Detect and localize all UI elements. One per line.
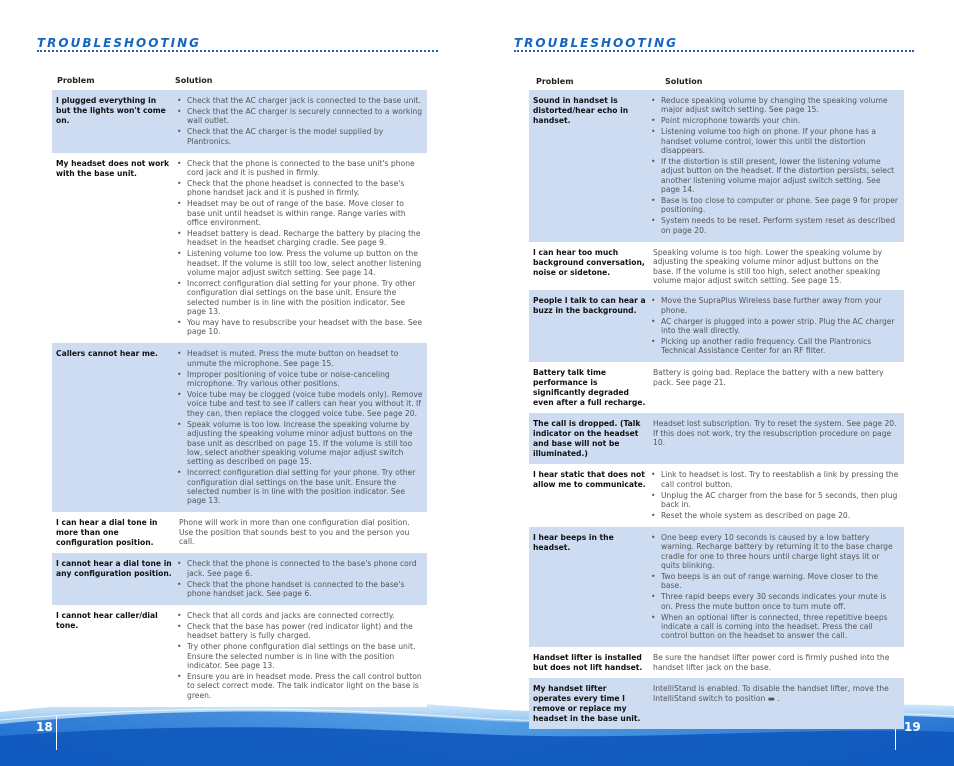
title-divider	[37, 50, 438, 52]
table-row	[529, 647, 904, 678]
table-row	[529, 90, 904, 242]
column-header-solution: Solution	[175, 76, 213, 85]
problem-cell: My headset does not work with the base unit.	[56, 158, 170, 178]
solution-text: Speaking volume is too high. Lower the speaking volume by adjusting the speaking volume minor adjust buttons on the base. If the volume is still too high, select another speaking volume major adjust switch setting. See page 15.	[653, 247, 883, 285]
solution-list	[651, 296, 900, 355]
solution-item: • Reset the whole system as described on page 20.	[659, 511, 900, 520]
solution-item: • Ensure you are in headset mode. Press the call control button to select correct mode. The talk indicator light on the base is green.	[185, 672, 423, 700]
problem-cell: I hear beeps in the headset.	[533, 532, 614, 552]
table-row	[529, 678, 904, 729]
table-row	[529, 242, 904, 291]
solution-cell	[177, 94, 423, 148]
table-row	[52, 343, 427, 512]
problem-cell: I cannot hear caller/dial tone.	[56, 610, 158, 630]
troubleshooting-table	[529, 90, 904, 729]
solution-item: • Listening volume too low. Press the volume up button on the headset. If the volume is still too low, select another listening volume major adjust switch setting. See page 14.	[185, 249, 423, 277]
table-row	[529, 413, 904, 464]
solution-text: Headset lost subscription. Try to reset the system. See page 20. If this does not work, try the resubscription procedure on page 10.	[653, 419, 897, 448]
solution-item: • Three rapid beeps every 30 seconds indicates your mute is on. Press the mute button once to turn mute off.	[659, 592, 900, 611]
solution-item: • Voice tube may be clogged (voice tube models only). Remove voice tube and test to see if callers can hear you without it. If they can, then replace the clogged voice tube. See page 20.	[185, 390, 423, 418]
solution-item: • When an optional lifter is connected, three repetitive beeps indicate a call is coming into the headset. Press the call control button on the headset to answer the call.	[659, 613, 900, 641]
solution-text: IntelliStand is enabled. To disable the handset lifter, move the IntelliStand switch to position ▬ .	[653, 684, 889, 703]
solution-list	[177, 559, 423, 598]
table-row	[52, 605, 427, 707]
solution-cell	[177, 347, 423, 507]
problem-cell: I cannot hear a dial tone in any configuration position.	[56, 559, 172, 579]
solution-item: • Incorrect configuration dial setting for your phone. Try other configuration dial settings on the base unit. Ensure the selected number is in line with the position indicator. See page 13.	[185, 279, 423, 317]
solution-cell	[651, 94, 900, 237]
solution-item: • Unplug the AC charger from the base for 5 seconds, then plug back in.	[659, 491, 900, 510]
solution-item: • One beep every 10 seconds is caused by a low battery warning. Recharge battery by returning it to the base charge cradle for one to three hours until charge light stays lit or quits blinking.	[659, 533, 900, 571]
problem-cell: I plugged everything in but the lights won't come on.	[56, 96, 166, 125]
table-row	[52, 153, 427, 344]
solution-item: • Improper positioning of voice tube or noise-canceling microphone. Try various other positions.	[185, 370, 423, 389]
solution-item: • Two beeps is an out of range warning. Move closer to the base.	[659, 572, 900, 591]
table-row	[529, 464, 904, 527]
solution-cell	[177, 157, 423, 339]
solution-text: Phone will work in more than one configuration dial position. Use the position that sounds best to you and the person you call.	[179, 518, 410, 547]
column-header-solution: Solution	[665, 77, 703, 86]
table-row	[529, 527, 904, 647]
problem-cell: Callers cannot hear me.	[56, 349, 158, 359]
right-page	[477, 0, 954, 766]
solution-list	[177, 349, 423, 506]
problem-cell: People I talk to can hear a buzz in the background.	[533, 296, 646, 316]
problem-cell: Handset lifter is installed but does not lift handset.	[533, 653, 643, 673]
column-header-problem: Problem	[536, 77, 574, 86]
solution-text: Be sure the handset lifter power cord is firmly pushed into the handset lifter jack on the base.	[653, 653, 890, 672]
page-title: TROUBLESHOOTING	[514, 36, 678, 50]
table-row	[529, 362, 904, 413]
solution-item: • Point microphone towards your chin.	[659, 116, 900, 125]
solution-cell	[651, 651, 900, 673]
solution-item: • Listening volume too high on phone. If your phone has a handset volume control, lower this until the distortion disappears.	[659, 127, 900, 155]
problem-cell: I can hear a dial tone in more than one configuration position.	[56, 518, 158, 548]
solution-item: • Speak volume is too low. Increase the speaking volume by adjusting the speaking volume minor adjust buttons on the base unit as described on page 15. If the volume is still too low, select another speaking volume major adjust switch setting as described on page 15.	[185, 420, 423, 467]
solution-cell	[177, 557, 423, 600]
page-number-right: 19	[904, 720, 921, 734]
table-row	[52, 553, 427, 605]
solution-item: • Picking up another radio frequency. Call the Plantronics Technical Assistance Center for an RF filter.	[659, 337, 900, 356]
solution-cell	[651, 417, 900, 459]
solution-list	[177, 159, 423, 337]
problem-cell: Sound in handset is distorted/hear echo in handset.	[533, 96, 629, 125]
solution-cell	[177, 609, 423, 702]
solution-item: • Try other phone configuration dial settings on the base unit. Ensure the selected number is in line with the position indicator. See page 13.	[185, 642, 423, 670]
solution-list	[177, 96, 423, 146]
page-title: TROUBLESHOOTING	[37, 36, 201, 50]
problem-cell: Battery talk time performance is significantly degraded even after a full recharge.	[533, 368, 646, 408]
solution-item: • Check that the AC charger jack is connected to the base unit.	[185, 96, 423, 105]
solution-cell	[651, 294, 900, 357]
solution-item: • Reduce speaking volume by changing the speaking volume major adjust switch setting. See page 15.	[659, 96, 900, 115]
column-header-problem: Problem	[57, 76, 95, 85]
solution-list	[651, 533, 900, 641]
solution-list	[177, 611, 423, 700]
solution-item: • Move the SupraPlus Wireless base further away from your phone.	[659, 296, 900, 315]
solution-item: • You may have to resubscribe your headset with the base. See page 10.	[185, 318, 423, 337]
troubleshooting-table	[52, 90, 427, 707]
solution-item: • Check that the AC charger is securely connected to a working wall outlet.	[185, 107, 423, 126]
solution-item: • Check that the phone handset is connected to the base's phone handset jack. See page 6.	[185, 580, 423, 599]
solution-item: • Check that all cords and jacks are connected correctly.	[185, 611, 423, 620]
page-number-left: 18	[36, 720, 53, 734]
solution-item: • If the distortion is still present, lower the listening volume adjust button on the headset. If the distortion persists, select another listening volume major adjust switch setting. See page 14.	[659, 157, 900, 195]
table-row	[52, 512, 427, 553]
solution-cell	[177, 516, 423, 548]
solution-item: • Check that the phone headset is connected to the base's phone handset jack and it is pushed in firmly.	[185, 179, 423, 198]
solution-item: • Check that the AC charger is the model supplied by Plantronics.	[185, 127, 423, 146]
problem-cell: I hear static that does not allow me to communicate.	[533, 470, 646, 490]
solution-list	[651, 96, 900, 235]
solution-list	[651, 470, 900, 520]
solution-item: • Check that the phone is connected to the base unit's phone cord jack and it is pushed in firmly.	[185, 159, 423, 178]
solution-item: • Link to headset is lost. Try to reestablish a link by pressing the call control button.	[659, 470, 900, 489]
solution-item: • Incorrect configuration dial setting for your phone. Try other configuration dial settings on the base unit. Ensure the selected number is in line with the position indicator. See page 13.	[185, 468, 423, 506]
problem-cell: My handset lifter operates every time I remove or replace my headset in the base unit.	[533, 684, 641, 724]
solution-cell	[651, 468, 900, 522]
solution-cell	[651, 682, 900, 724]
problem-cell: I can hear too much background conversation, noise or sidetone.	[533, 247, 645, 277]
table-row	[52, 90, 427, 153]
solution-item: • Base is too close to computer or phone. See page 9 for proper positioning.	[659, 196, 900, 215]
solution-cell	[651, 531, 900, 642]
solution-item: • AC charger is plugged into a power strip. Plug the AC charger into the wall directly.	[659, 317, 900, 336]
solution-item: • System needs to be reset. Perform system reset as described on page 20.	[659, 216, 900, 235]
table-row	[529, 290, 904, 362]
solution-item: • Check that the base has power (red indicator light) and the headset battery is fully charged.	[185, 622, 423, 641]
solution-item: • Headset battery is dead. Recharge the battery by placing the headset in the headset charging cradle. See page 9.	[185, 229, 423, 248]
solution-item: • Headset is muted. Press the mute button on headset to unmute the microphone. See page 15.	[185, 349, 423, 368]
title-divider	[514, 50, 914, 52]
solution-cell	[651, 366, 900, 408]
solution-text: Battery is going bad. Replace the battery with a new battery pack. See page 21.	[653, 368, 884, 387]
problem-cell: The call is dropped. (Talk indicator on the headset and base will not be illuminated.)	[533, 419, 641, 459]
solution-item: • Headset may be out of range of the base. Move closer to base unit until headset is within range. Range varies with office environment.	[185, 199, 423, 227]
solution-cell	[651, 246, 900, 286]
solution-item: • Check that the phone is connected to the base's phone cord jack. See page 6.	[185, 559, 423, 578]
